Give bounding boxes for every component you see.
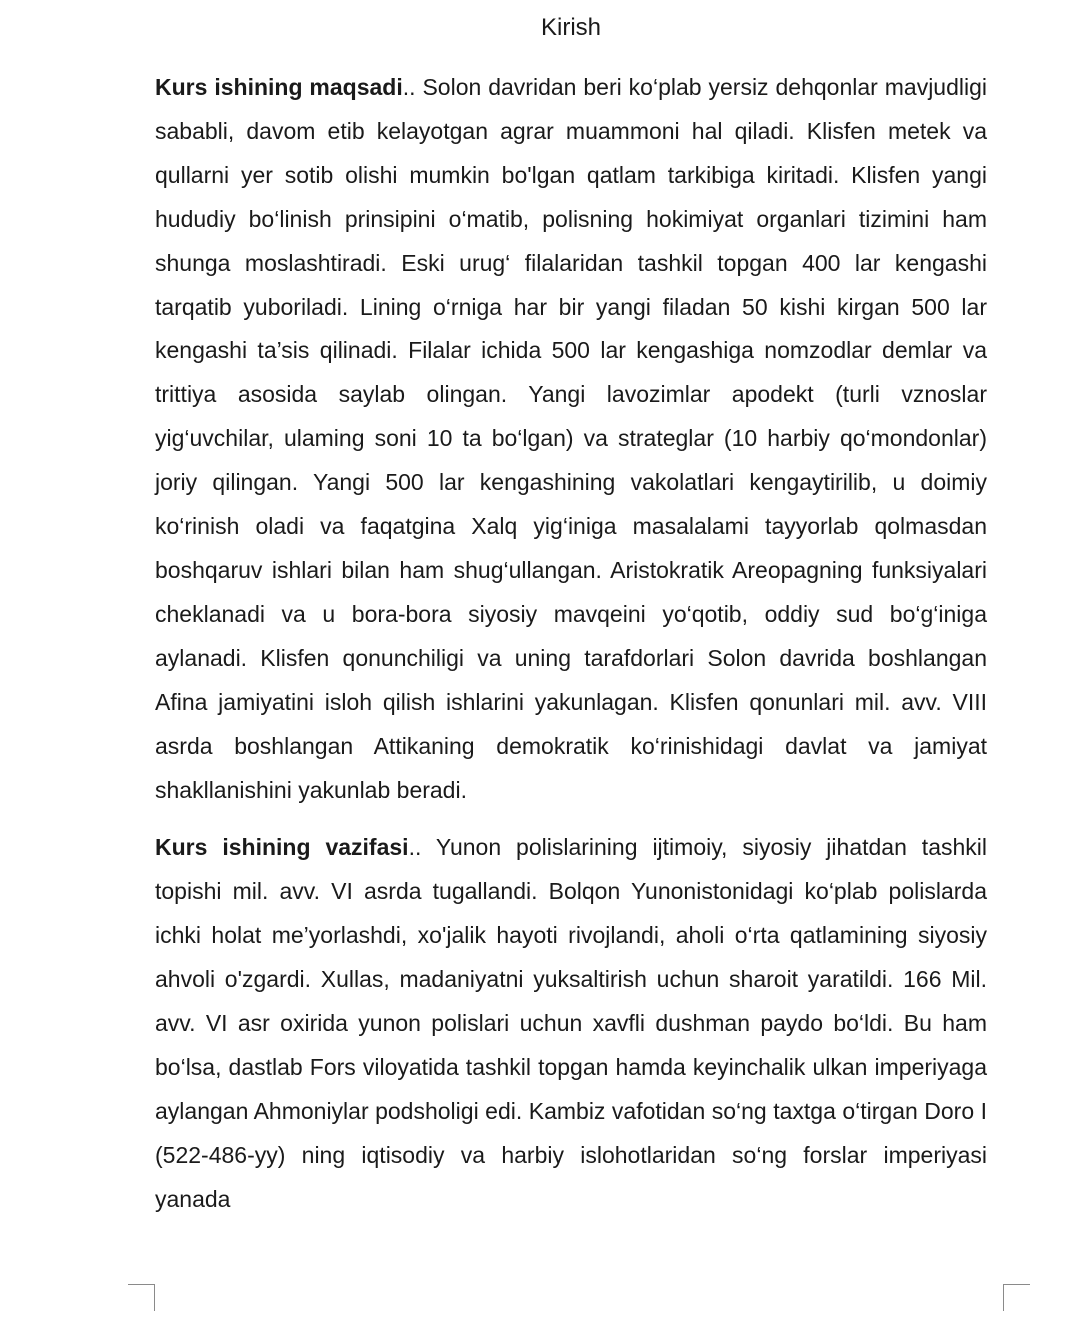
margin-corner-mark-right (1003, 1284, 1030, 1311)
paragraph-lead: Kurs ishining maqsadi (155, 74, 403, 100)
margin-corner-mark-left (128, 1284, 155, 1311)
paragraph-lead: Kurs ishining vazifasi (155, 834, 409, 861)
paragraph-goal (155, 66, 987, 812)
paragraph-tasks (155, 826, 987, 1221)
document-body (155, 66, 987, 1222)
page-title: Kirish (540, 14, 601, 41)
paragraph-text: .. Solon davridan beri ko‘plab yersiz dehqonlar mavjudligi sababli, davom etib kelayotgan agrar muammoni hal qiladi. Klisfen metek va qullarni yer sotib olishi mumkin bo'lgan qatlam tarkibiga kiritadi. Klisfen yangi hududiy bo‘linish prinsipini o‘matib, polisning hokimiyat organlari tizimini ham shunga moslashtiradi. Eski urug‘ filalaridan tashkil topgan 400 lar kengashi tarqatib yuboriladi. Lining o‘rniga har bir yangi filadan 50 kishi kirgan 500 lar kengashi ta’sis qilinadi. Filalar ichida 500 lar kengashiga nomzodlar demlar va trittiya asosida saylab olingan. Yangi lavozimlar apodekt (turli vznoslar yig‘uvchilar, ulaming soni 10 ta bo‘lgan) va strateglar (10 harbiy qo‘mondonlar) joriy qilingan. Yangi 500 lar kengashining vakolatlari kengaytirilib, u doimiy ko‘rinish oladi va faqatgina Xalq yig‘iniga masalalami tayyorlab qolmasdan boshqaruv ishlari bilan ham shug‘ullangan. Aristokratik Areopagning funksiyalari cheklanadi va u bora-bora siyosiy mavqeini yo‘qotib, oddiy sud bo‘g‘iniga aylanadi. Klisfen qonunchiligi va uning tarafdorlari Solon davrida boshlangan Afina jamiyatini isloh qilish ishlarini yakunlagan. Klisfen qonunlari mil. avv. VIII asrda boshlangan Attikaning demokratik ko‘rinishidagi davlat va jamiyat shakllanishini yakunlab beradi. (155, 74, 988, 803)
paragraph-text: .. Yunon polislarining ijtimoiy, siyosiy jihatdan tashkil topishi mil. avv. VI asrda tugallandi. Bolqon Yunonistonidagi ko‘plab polislarda ichki holat me’yorlashdi, xo'jalik hayoti rivojlandi, aholi o‘rta qatlamining siyosiy ahvoli o'zgardi. Xullas, madaniyatni yuksaltirish uchun sharoit yaratildi. 166 Mil. avv. VI asr oxirida yunon polislari uchun xavfli dushman paydo bo‘ldi. Bu ham bo‘lsa, dastlab Fors viloyatida tashkil topgan hamda keyinchalik ulkan imperiyaga aylangan Ahmoniylar podsholigi edi. Kambiz vafotidan so‘ng taxtga o‘tirgan Doro I (522-486-yy) ning iqtisodiy va harbiy islohotlaridan so‘ng forslar imperiyasi yanada (155, 834, 988, 1212)
